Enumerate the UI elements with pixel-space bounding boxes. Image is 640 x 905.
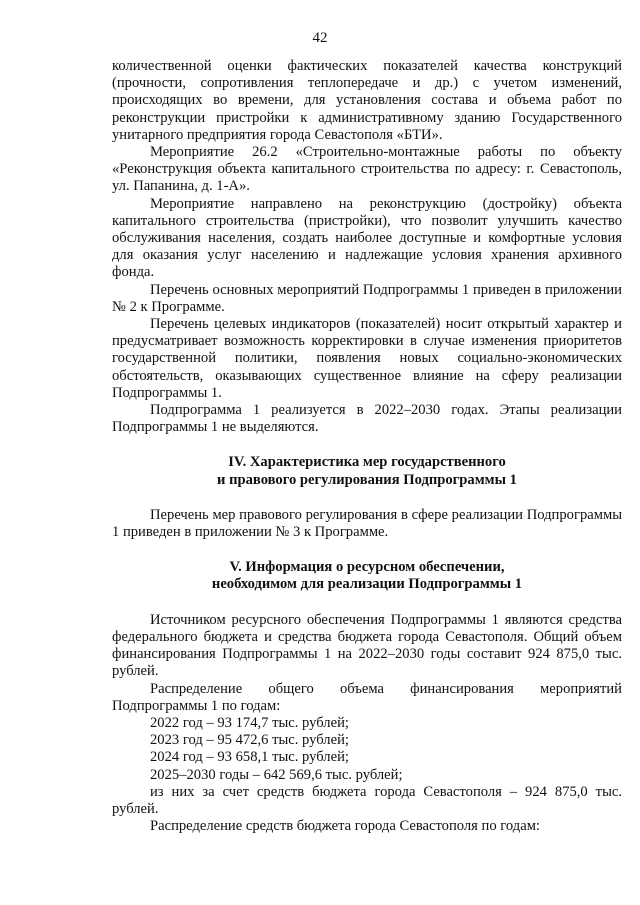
funding-year-2023: 2023 год – 95 472,6 тыс. рублей; [150, 732, 349, 749]
paragraph-measures-list: Перечень основных мероприятий Подпрограммы 1 приведен в приложении № 2 к Программе. [112, 281, 622, 315]
funding-years-2025-2030: 2025–2030 годы – 642 569,6 тыс. рублей; [150, 766, 403, 783]
section-4-heading-line-2: и правового регулирования Подпрограммы 1 [217, 471, 517, 488]
paragraph-continuation: количественной оценки фактических показателей качества конструкций (прочности, сопротивления теплопередаче и др.) с учетом изменений, происходящих во времени, для установления состава и объема работ по реконструкции пристройки к административному зданию Государственного унитарного предприятия города Севастополя «БТИ». [112, 58, 622, 143]
funding-year-2022: 2022 год – 93 174,7 тыс. рублей; [150, 714, 349, 731]
document-body [112, 58, 622, 835]
section-5-city-budget-total: из них за счет средств бюджета города Севастополя – 924 875,0 тыс. рублей. [112, 783, 622, 817]
section-5-heading-line-2: необходимом для реализации Подпрограммы 1 [211, 576, 523, 593]
section-4-paragraph: Перечень мер правового регулирования в сфере реализации Подпрограммы 1 приведен в приложении № 3 к Программе. [112, 506, 622, 541]
section-5-city-budget-distribution: Распределение средств бюджета города Севастополя по годам: [150, 818, 540, 835]
paragraph-implementation-period: Подпрограмма 1 реализуется в 2022–2030 годах. Этапы реализации Подпрограммы 1 не выделяются. [112, 402, 622, 436]
funding-year-2024: 2024 год – 93 658,1 тыс. рублей; [150, 749, 349, 766]
paragraph-measure-purpose: Мероприятие направлено на реконструкцию (достройку) объекта капитального строительства (пристройки), что позволит улучшить качество обслуживания населения, создать наиболее доступные и комфортные условия для оказания услуг населению и надлежащие условия хранения архивного фонда. [112, 195, 622, 281]
section-5-heading-line-1: V. Информация о ресурсном обеспечении, [229, 559, 505, 576]
section-5-funding-source: Источником ресурсного обеспечения Подпрограммы 1 являются средства федерального бюджета и средства бюджета города Севастополя. Общий объем финансирования Подпрограммы 1 на 2022–2030 годы составит 924 875,0 тыс. рублей. [112, 611, 622, 680]
paragraph-indicators: Перечень целевых индикаторов (показателей) носит открытый характер и предусматривает возможность корректировки в случае изменения приоритетов государственной политики, появления новых социально-экономических обстоятельств, оказывающих существенное влияние на сферу реализации Подпрограммы 1. [112, 316, 622, 401]
section-4-heading-line-1: IV. Характеристика мер государственного [228, 454, 506, 471]
section-5-distribution-intro: Распределение общего объема финансирования мероприятий Подпрограммы 1 по годам: [112, 680, 622, 714]
paragraph-measure-26-2: Мероприятие 26.2 «Строительно-монтажные работы по объекту «Реконструкция объекта капитального строительства по адресу: г. Севастополь, ул. Папанина, д. 1-А». [112, 144, 622, 195]
page-number: 42 [312, 30, 328, 46]
